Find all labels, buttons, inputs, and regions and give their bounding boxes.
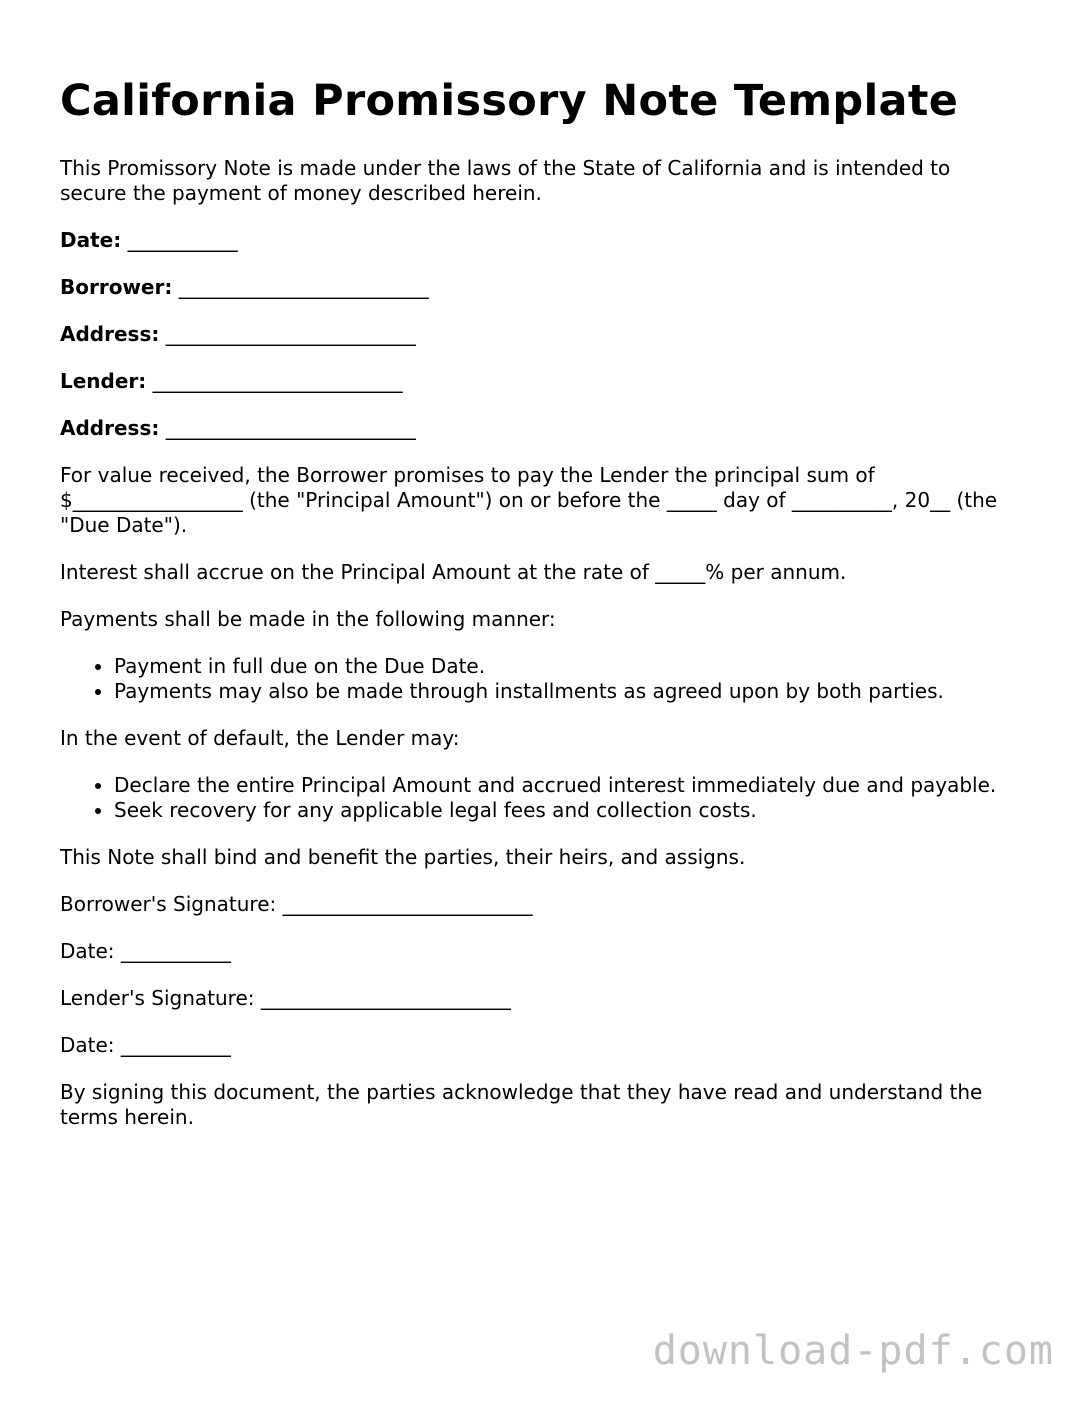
document-title: California Promissory Note Template xyxy=(60,76,959,126)
field-label: Date: xyxy=(60,228,122,252)
document-page xyxy=(60,72,1020,1152)
borrower-signature-line: Borrower's Signature: _________________________ xyxy=(60,892,533,916)
field-borrower-address xyxy=(60,322,1020,347)
list-item: • Payments may also be made through installments as agreed upon by both parties. xyxy=(114,679,1020,704)
field-blank: _________________________ xyxy=(152,369,403,393)
field-lender xyxy=(60,369,1020,394)
list-item: • Declare the entire Principal Amount and accrued interest immediately due and payable. xyxy=(114,773,1020,798)
field-label: Address: xyxy=(60,416,160,440)
intro-paragraph: This Promissory Note is made under the laws of the State of California and is intended to secure the payment of money described herein. xyxy=(60,156,951,205)
default-list xyxy=(60,773,1020,823)
lender-date-line: Date: ___________ xyxy=(60,1033,231,1057)
lender-signature-line: Lender's Signature: _________________________ xyxy=(60,986,511,1010)
list-item: • Seek recovery for any applicable legal fees and collection costs. xyxy=(114,798,1020,823)
field-label: Lender: xyxy=(60,369,147,393)
principal-clause: For value received, the Borrower promises to pay the Lender the principal sum of $_________________ (the "Principal Amount") on or before the _____ day of __________, 20__ (the "Due Date"). xyxy=(60,463,998,537)
field-label: Address: xyxy=(60,322,160,346)
field-blank: _________________________ xyxy=(178,275,429,299)
payments-intro: Payments shall be made in the following manner: xyxy=(60,607,556,631)
binding-clause: This Note shall bind and benefit the parties, their heirs, and assigns. xyxy=(60,845,746,869)
closing-paragraph: By signing this document, the parties acknowledge that they have read and understand the terms herein. xyxy=(60,1080,983,1129)
field-date xyxy=(60,228,1020,253)
interest-clause: Interest shall accrue on the Principal Amount at the rate of _____% per annum. xyxy=(60,560,847,584)
default-intro: In the event of default, the Lender may: xyxy=(60,726,460,750)
field-borrower xyxy=(60,275,1020,300)
watermark: download-pdf.com xyxy=(652,1328,1054,1374)
field-blank: _________________________ xyxy=(165,416,416,440)
field-label: Borrower: xyxy=(60,275,173,299)
field-lender-address xyxy=(60,416,1020,441)
field-blank: ___________ xyxy=(127,228,238,252)
field-blank: _________________________ xyxy=(165,322,416,346)
borrower-date-line: Date: ___________ xyxy=(60,939,231,963)
list-item: • Payment in full due on the Due Date. xyxy=(114,654,1020,679)
payments-list xyxy=(60,654,1020,704)
